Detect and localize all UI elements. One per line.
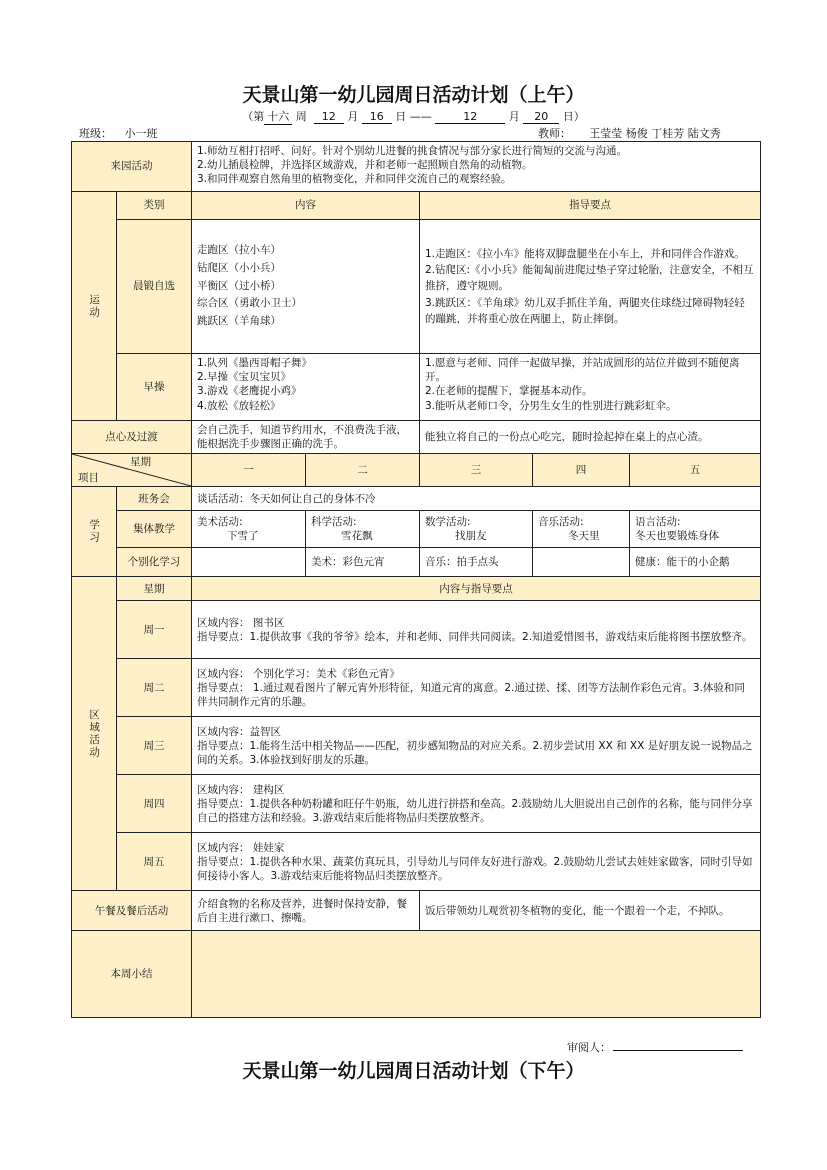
area-name: 区域内容： 娃娃家	[197, 841, 285, 854]
area-name: 区域内容： 个别化学习：美术《彩色元宵》	[197, 667, 400, 680]
morning-item: 钻爬区（小小兵）	[197, 261, 281, 274]
group-topic: 雪花飘	[341, 530, 373, 543]
month-unit: 月	[347, 110, 359, 123]
group-subject: 美术活动:	[197, 516, 243, 529]
morning-key: 1.走跑区：《拉小车》能将双脚盘腿坐在小车上，并和同伴合作游戏。	[425, 247, 745, 260]
drill-key	[420, 354, 761, 421]
morning-exercise-key	[420, 220, 761, 354]
teacher-info	[538, 125, 739, 142]
plan-table	[71, 141, 761, 1018]
class-meeting-label: 班务会	[117, 487, 192, 511]
teacher-value: 王莹莹 杨俊 丁桂芳 陆文秀	[571, 125, 739, 142]
drill-key-item: 2.在老师的提醒下，掌握基本动作。	[425, 385, 593, 398]
drill-key-item: 3.能听从老师口令，分男生女生的性别进行跳彩虹伞。	[425, 399, 677, 412]
study-label-text: 学习	[88, 519, 101, 545]
class-value: 小一班	[112, 125, 170, 142]
corner-weekday: 星期	[130, 456, 151, 469]
week-number: 十六	[264, 108, 292, 125]
group-subject: 数学活动:	[425, 516, 471, 529]
summary-content[interactable]	[192, 931, 761, 1018]
arrival-line: 1.师幼互相打招呼、问好。针对个别幼儿进餐的挑食情况与部分家长进行简短的交流与沟通。	[197, 145, 628, 157]
arrival-content	[192, 142, 761, 192]
group-cell-wed	[420, 511, 533, 548]
area-day: 周三	[117, 717, 192, 775]
morning-item: 平衡区（过小桥）	[197, 279, 281, 292]
group-cell-fri	[630, 511, 761, 548]
individual-cell-wed: 音乐：拍手点头	[420, 548, 533, 577]
end-day: 20	[523, 110, 559, 124]
study-label	[72, 487, 117, 577]
day-unit: 日 ——	[395, 110, 432, 123]
area-day: 周二	[117, 659, 192, 717]
individual-label: 个别化学习	[117, 548, 192, 577]
area-key: 指导要点：1.提供各种奶粉罐和旺仔牛奶瓶，幼儿进行拼搭和垒高。2.鼓励幼儿大胆说出自己创作的名称，能与同伴分享自己的搭建方法和经验。3.游戏结束后能将物品归类摆放整齐。	[197, 797, 753, 824]
snack-label: 点心及过渡	[72, 421, 192, 454]
day-unit-2: 日）	[562, 110, 585, 123]
group-subject: 科学活动:	[311, 516, 357, 529]
morning-item: 综合区（勇敢小卫士）	[197, 297, 302, 310]
class-meeting-row	[72, 487, 761, 511]
start-month: 12	[314, 110, 344, 124]
individual-cell-thu	[533, 548, 630, 577]
week-unit: 周	[295, 110, 307, 123]
group-cell-thu	[533, 511, 630, 548]
individual-cell-tue: 美术：彩色元宵	[306, 548, 420, 577]
reviewer	[567, 1039, 743, 1055]
group-teaching-row	[72, 511, 761, 548]
drill-item: 2.早操《宝贝宝贝》	[197, 371, 292, 384]
area-content	[192, 659, 761, 717]
area-key: 指导要点：1.能将生活中相关物品——匹配，初步感知物品的对应关系。2.初步尝试用 XX 和 XX 是好朋友说一说物品之间的关系。3.体验找到好朋友的乐趣。	[197, 739, 753, 766]
corner-item: 项目	[78, 472, 99, 485]
week-corner	[72, 454, 192, 487]
drill-label: 早操	[117, 354, 192, 421]
group-teaching-label: 集体教学	[117, 511, 192, 548]
area-day: 周四	[117, 775, 192, 833]
page-title: 天景山第一幼儿园周日活动计划（上午）	[242, 84, 585, 106]
area-col-content: 内容与指导要点	[192, 577, 761, 601]
drill-content	[192, 354, 420, 421]
morning-exercise-content	[192, 220, 420, 354]
group-cell-mon	[192, 511, 306, 548]
area-row	[72, 659, 761, 717]
weekday-header: 二	[306, 454, 420, 487]
lunch-label: 午餐及餐后活动	[72, 891, 192, 931]
snack-right: 能独立将自己的一份点心吃完，随时捡起掉在桌上的点心渣。	[420, 421, 761, 454]
arrival-row	[72, 142, 761, 192]
group-cell-tue	[306, 511, 420, 548]
reviewer-label: 审阅人：	[567, 1041, 611, 1054]
area-name: 区域内容：益智区	[197, 725, 281, 738]
drill-item: 3.游戏《老鹰捉小鸡》	[197, 385, 302, 398]
sport-header-row	[72, 192, 761, 220]
end-month: 12	[435, 110, 505, 124]
week-header-row	[72, 454, 761, 487]
individual-cell-fri: 健康：能干的小企鹅	[630, 548, 761, 577]
group-topic: 下雪了	[227, 530, 259, 543]
morning-item: 走跑区（拉小车）	[197, 243, 281, 256]
area-key: 指导要点：1.提供各种水果、蔬菜仿真玩具，引导幼儿与同伴友好进行游戏。2.鼓励幼儿尝试去娃娃家做客，同时引导如何接待小客人。3.游戏结束后能将物品归类摆放整齐。	[197, 855, 753, 882]
area-row	[72, 717, 761, 775]
summary-label: 本周小结	[72, 931, 192, 1018]
area-content	[192, 601, 761, 659]
group-subject: 音乐活动:	[538, 516, 584, 529]
area-key: 指导要点： 1.通过观看图片了解元宵外形特征，知道元宵的寓意。2.通过搓、揉、团等方法制作彩色元宵。3.体验和同伴共同制作元宵的乐趣。	[197, 681, 745, 708]
area-col-day: 星期	[117, 577, 192, 601]
class-info	[79, 125, 170, 142]
drill-key-item: 1.愿意与老师、同伴一起做早操，并站成圆形的站位并做到不随便离开。	[425, 357, 740, 384]
sport-col-content: 内容	[192, 192, 420, 220]
weekday-header: 四	[533, 454, 630, 487]
morning-key: 2.钻爬区:《小小兵》能匍匐前进爬过垫子穿过轮胎，注意安全，不相互推挤，遵守规则。	[425, 264, 754, 293]
area-content	[192, 717, 761, 775]
month-unit-2: 月	[508, 110, 520, 123]
area-content	[192, 775, 761, 833]
area-row	[72, 775, 761, 833]
individual-row	[72, 548, 761, 577]
page-title-pm: 天景山第一幼儿园周日活动计划（下午）	[242, 1060, 585, 1082]
class-meeting-content: 谈话活动：冬天如何让自己的身体不冷	[192, 487, 761, 511]
group-topic: 冬天也要锻炼身体	[635, 530, 719, 543]
weekday-header: 三	[420, 454, 533, 487]
lunch-right: 饭后带领幼儿观赏初冬植物的变化，能一个跟着一个走，不掉队。	[420, 891, 761, 931]
reviewer-signature-line[interactable]	[613, 1050, 743, 1051]
sport-label	[72, 192, 117, 421]
snack-row	[72, 421, 761, 454]
morning-item: 跳跃区（羊角球）	[197, 315, 281, 328]
area-label-text: 区域活动	[88, 708, 101, 759]
morning-exercise-label: 晨锻自选	[117, 220, 192, 354]
weekday-header: 五	[630, 454, 761, 487]
area-content	[192, 833, 761, 891]
sport-col-type: 类别	[117, 192, 192, 220]
sport-label-text: 运动	[88, 293, 101, 319]
individual-cell-mon	[192, 548, 306, 577]
lunch-left: 介绍食物的名称及营养，进餐时保持安静，餐后自主进行漱口、擦嘴。	[192, 891, 420, 931]
area-name: 区域内容： 建构区	[197, 783, 285, 796]
drill-item: 1.队列《墨西哥帽子舞》	[197, 357, 313, 369]
area-header-row	[72, 577, 761, 601]
area-day: 周一	[117, 601, 192, 659]
sport-col-key: 指导要点	[420, 192, 761, 220]
arrival-line: 3.和同伴观察自然角里的植物变化，并和同伴交流自己的观察经验。	[197, 173, 512, 186]
area-row	[72, 833, 761, 891]
drill-item: 4.放松《放轻松》	[197, 399, 281, 412]
arrival-line: 2.幼儿插晨检牌，并选择区域游戏，并和老师一起照顾自然角的动植物。	[197, 159, 533, 172]
snack-left: 会自己洗手，知道节约用水，不浪费洗手液，能根据洗手步骤图正确的洗手。	[192, 421, 420, 454]
area-name: 区域内容： 图书区	[197, 616, 285, 629]
area-label	[72, 577, 117, 891]
area-row	[72, 601, 761, 659]
summary-row	[72, 931, 761, 1018]
lunch-row	[72, 891, 761, 931]
morning-key: 3.跳跃区：《羊角球》幼儿双手抓住羊角，两腿夹住球绕过障碍物轻轻的蹦跳，并将重心放在两腿上，防止摔倒。	[425, 296, 745, 325]
start-day: 16	[362, 110, 392, 124]
class-label: 班级：	[79, 127, 112, 140]
morning-exercise-row	[72, 220, 761, 354]
group-topic: 冬天里	[568, 530, 600, 543]
weekday-header: 一	[192, 454, 306, 487]
group-topic: 找朋友	[455, 530, 487, 543]
date-range	[0, 108, 827, 125]
group-subject: 语言活动:	[635, 516, 681, 529]
arrival-label: 来园活动	[72, 142, 192, 192]
teacher-label: 教师：	[538, 127, 571, 140]
drill-row	[72, 354, 761, 421]
area-key: 指导要点：1.提供故事《我的爷爷》绘本，并和老师、同伴共同阅读。2.知道爱惜图书，游戏结束后能将图书摆放整齐。	[197, 630, 753, 643]
area-day: 周五	[117, 833, 192, 891]
date-open: （第	[242, 110, 265, 123]
